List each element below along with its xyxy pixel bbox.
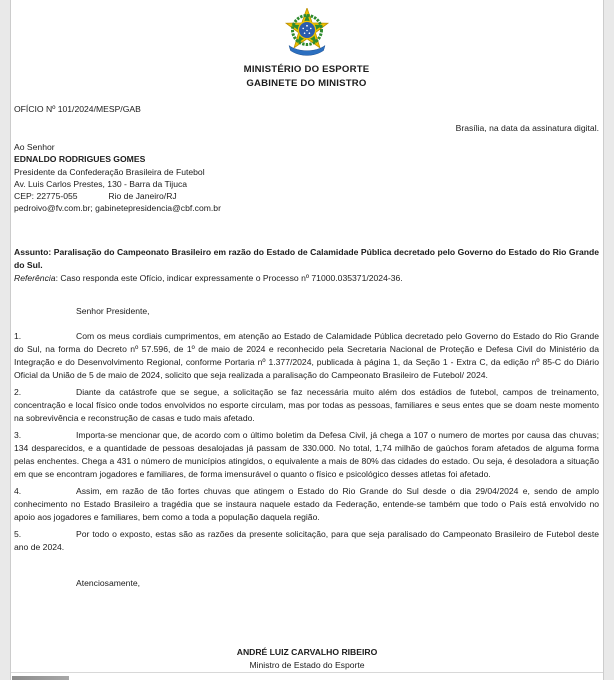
paragraph-number: 5.: [14, 529, 22, 540]
paragraph-number: 4.: [14, 486, 22, 497]
signer-title: Ministro de Estado do Esporte: [249, 659, 365, 670]
paragraph: [14, 528, 599, 554]
recipient-city: Rio de Janeiro/RJ: [108, 191, 177, 202]
recipient-to: Ao Senhor: [14, 142, 55, 152]
paragraph: [14, 330, 599, 382]
recipient-cep-city: [14, 190, 599, 202]
paragraph-text: Diante da catástrofe que se segue, a solicitação se faz necessária muito além dos estádios de futebol, campos de treinamento, concentração e local físico onde todos envolvidos no esporte circulam, mas por todas as pessoas, familiares e seus entes que se doam neste momento na sobrevivência e reconstrução de casas e tudo mais afetado.: [14, 386, 599, 423]
signer-name: ANDRÉ LUIZ CARVALHO RIBEIRO: [236, 647, 378, 657]
subject-line: Assunto: Paralisação do Campeonato Brasileiro em razão do Estado de Calamidade Pública decretado pelo Governo do Estado do Rio Grande do Sul.: [14, 246, 599, 270]
paragraph-text: Com os meus cordiais cumprimentos, em atenção ao Estado de Calamidade Pública decretado pelo Governo do Estado do Rio Grande do Sul, na forma do Decreto nº 57.596, de 1º de maio de 2024 e reconhecido pela Secretaria Nacional de Proteção e Defesa Civil do Ministério da Integração e do Desenvolvimento Regional, conforme Portaria nº 1.377/2024, publicada à página 1, da Seção 1 - Extra C, da edição nº 85-C do Diário Oficial da União de 5 de maio de 2024, solicito que seja realizada a paralisação do Campeonato Brasileiro de Futebol/ 2024.: [14, 330, 599, 380]
oficio-number: OFÍCIO Nº 101/2024/MESP/GAB: [14, 104, 141, 114]
closing: Atenciosamente,: [76, 578, 141, 589]
salutation: Senhor Presidente,: [76, 305, 150, 316]
recipient-emails: pedroivo@fv.com.br; gabinetepresidencia@cbf.com.br: [14, 203, 221, 214]
document-page: [10, 0, 604, 680]
paragraph-number: 1.: [14, 330, 22, 341]
recipient-cep: CEP: 22775-055: [14, 191, 78, 202]
paragraph-text: Assim, em razão de tão fortes chuvas que atingem o Estado do Rio Grande do Sul desde o dia 29/04/2024 e, sendo de amplo conhecimento no Estado Brasileiro a tragédia que se instaura naquele estado da Federação, entende-se também que todo o País está envolvido no apoio aos jogadores e familiares, bem como a toda a população daquela região.: [14, 486, 599, 523]
recipient-street: Av. Luis Carlos Prestes, 130 - Barra da Tijuca: [14, 178, 188, 189]
paragraph-number: 3.: [14, 430, 22, 441]
letter-content: [11, 0, 603, 588]
paragraph: [14, 429, 599, 481]
recipient-name: EDNALDO RODRIGUES GOMES: [14, 154, 146, 165]
office-name: GABINETE DO MINISTRO: [246, 77, 367, 89]
paragraph: [14, 386, 599, 425]
paragraph-text: Importa-se mencionar que, de acordo com o último boletim da Defesa Civil, já chega a 107 o numero de mortes por causa das chuvas; 134 desparecidos, e a quantidade de pessoas desalojadas já passam de 330.000. No total, 1,74 milhão de gaúchos foram afetados de alguma forma pelas enchentes. Chega a 431 o número de municípios atingidos, o equivalente a mais de 80% das cidades do estado. Ou seja, é desoladora a situação em que se encontram jogadores e familiares, de forma imensurável o quanto o físico e psicológico desses atletas foi afetado.: [14, 430, 599, 479]
place-date: Brasília, na data da assinatura digital.: [455, 123, 599, 133]
recipient-block: [14, 141, 599, 215]
paragraph-number: 2.: [14, 386, 22, 397]
letterhead: [14, 8, 599, 58]
letter-body: [14, 330, 599, 555]
reference-text: : Caso responda este Ofício, indicar expressamente o Processo nº 71000.035371/2024-36.: [55, 272, 403, 283]
signature-block: [11, 646, 603, 671]
paragraph-text: Por todo o exposto, estas são as razões da presente solicitação, para que seja paralisado do Campeonato Brasileiro de Futebol deste ano de 2024.: [14, 529, 599, 553]
paragraph: [14, 485, 599, 524]
bottom-divider: [11, 672, 603, 673]
bottom-bar: [12, 676, 69, 680]
reference-line: [14, 272, 599, 285]
ministry-name: MINISTÉRIO DO ESPORTE: [243, 64, 370, 75]
recipient-role: Presidente da Confederação Brasileira de Futebol: [14, 166, 205, 177]
brazil-coat-of-arms-icon: [276, 8, 338, 58]
reference-label: Referência: [14, 272, 56, 283]
